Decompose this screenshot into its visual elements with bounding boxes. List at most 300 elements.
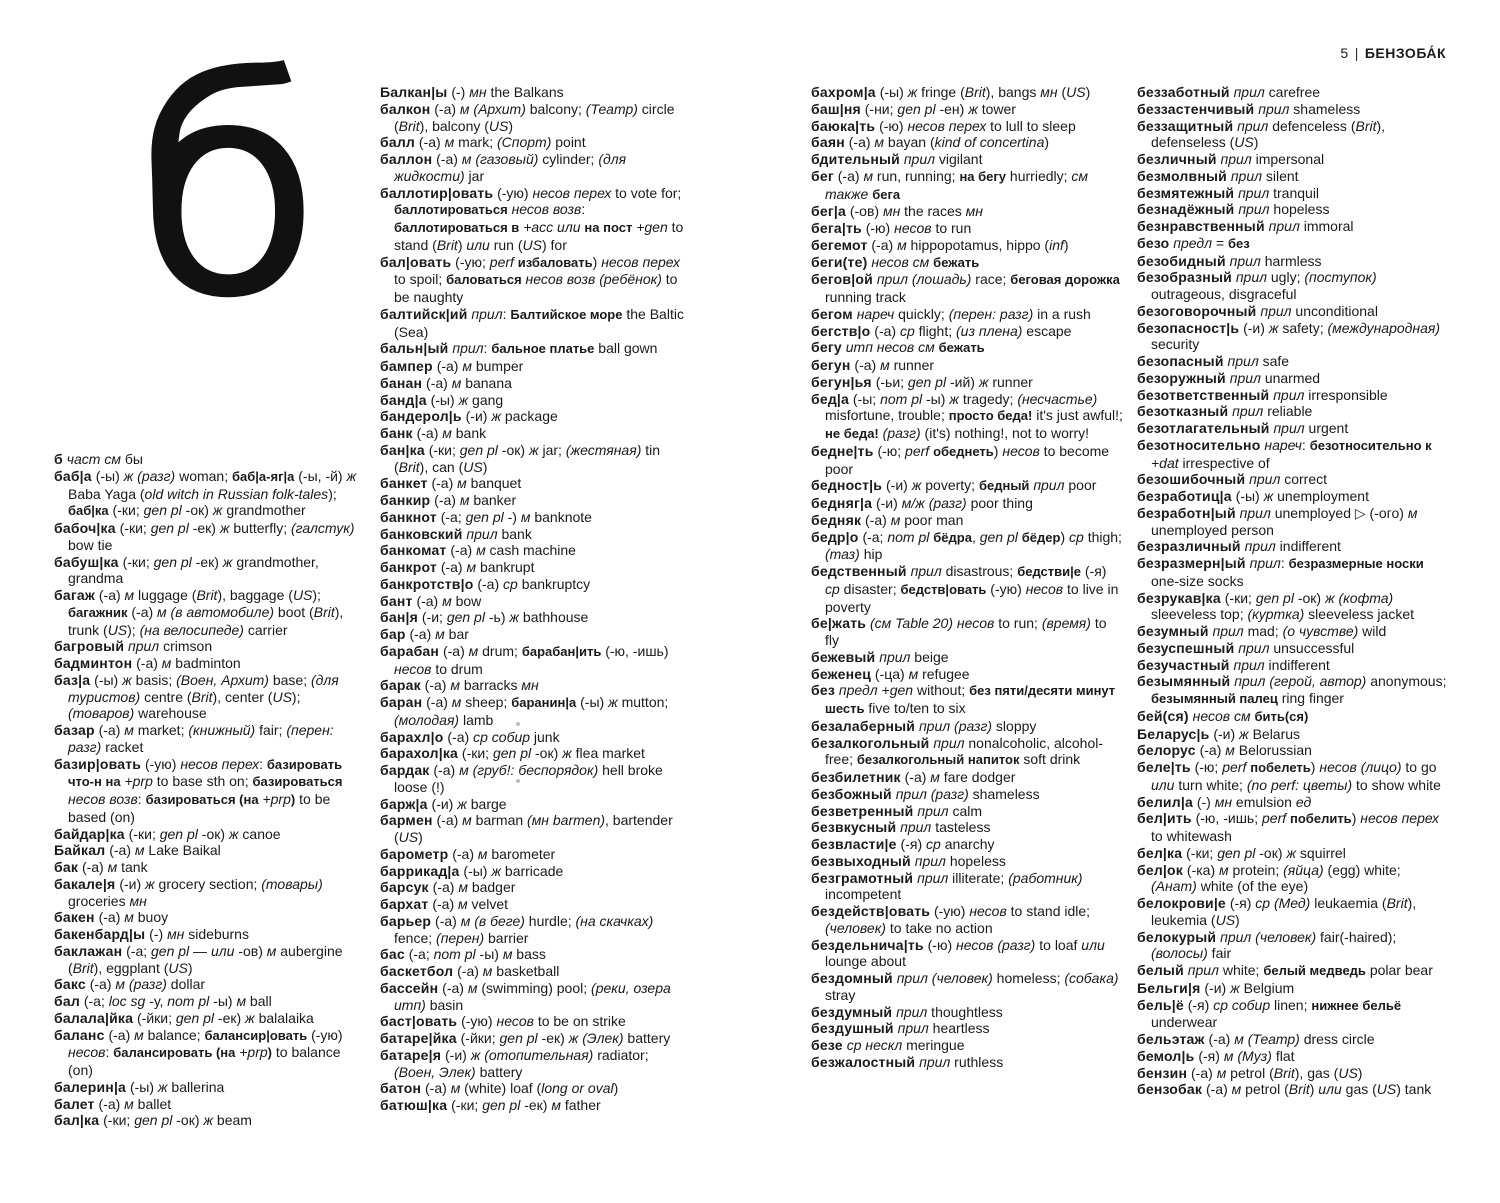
grammar-label: см xyxy=(918,339,935,356)
grammar-label: old witch in Russian folk-tales xyxy=(144,485,329,502)
headword: батаре|я xyxy=(380,1046,442,1063)
headword: бедне|ть xyxy=(811,442,874,459)
grammar-label: (кофта) xyxy=(1338,589,1394,606)
headword: батон xyxy=(380,1080,422,1097)
dictionary-entry xyxy=(380,879,692,896)
grammar-label: (лошадь) xyxy=(911,271,972,288)
entry-definition: прил: Балтийское море the Baltic (Sea) xyxy=(394,305,684,340)
dictionary-entry xyxy=(1137,1065,1449,1082)
dictionary-entry xyxy=(54,859,366,876)
grammar-label: gen pl xyxy=(143,502,182,519)
grammar-label: прил xyxy=(1238,201,1270,218)
dictionary-entry xyxy=(1137,555,1449,590)
headword: беле|ть xyxy=(1137,759,1191,775)
entry-definition: (-а; gen pl -) м banknote xyxy=(440,508,592,525)
entry-definition: (-а) м badminton xyxy=(136,655,241,671)
entry-definition: (-я) ср собир linen; нижнее бельё underwear xyxy=(1151,996,1402,1031)
entry-definition: прил indifferent xyxy=(1233,656,1330,673)
grammar-label: (человек) xyxy=(825,919,886,936)
headword: бадминтон xyxy=(54,655,133,671)
grammar-label: прил xyxy=(896,1003,928,1020)
grammar-label: см также xyxy=(825,167,1089,202)
grammar-label: (в автомобиле) xyxy=(170,603,275,620)
entry-definition: (-а) м mark; (Спорт) point xyxy=(418,134,586,151)
grammar-label: ж xyxy=(1230,979,1240,996)
headword: Бельги|я xyxy=(1137,979,1201,996)
entry-definition: прил mad; (о чувстве) wild xyxy=(1212,623,1387,639)
dictionary-entry xyxy=(1137,387,1449,404)
entry-definition: (-ки; gen pl -ок) ж squirrel xyxy=(1186,844,1346,861)
dictionary-entry xyxy=(811,870,1123,904)
entry-definition: прил (разг) sloppy xyxy=(918,717,1037,734)
grammar-label: перех xyxy=(221,755,260,772)
grammar-label: м xyxy=(124,909,134,926)
grammar-label: (Архит) xyxy=(473,100,526,117)
grammar-label: (яйца) xyxy=(1283,861,1324,878)
dictionary-entry xyxy=(1137,538,1449,555)
bold-phrase: баб|ка xyxy=(68,503,109,519)
grammar-label: см xyxy=(912,253,930,270)
entry-definition: (-а) м (swimming) pool; (реки, озера итп) basin xyxy=(394,979,671,1013)
headword: безалкогольный xyxy=(811,734,930,751)
headword: баш|ня xyxy=(811,100,861,117)
entry-definition: прил (герой, автор) anonymous; безымянный палец ring finger xyxy=(1151,673,1447,706)
dictionary-entry xyxy=(380,812,692,846)
headword: безрукав|ка xyxy=(1137,589,1221,606)
grammar-label: прил xyxy=(903,151,936,167)
headword: бездумный xyxy=(811,1003,893,1020)
entry-definition: прил ruthless xyxy=(919,1053,1004,1070)
bold-phrase: багажник xyxy=(68,604,128,620)
grammar-label: +dat xyxy=(1151,454,1179,471)
dictionary-entry xyxy=(1137,471,1449,488)
headword: банкет xyxy=(380,475,428,492)
entry-definition: прил bank xyxy=(466,525,532,542)
grammar-label: (разг) xyxy=(137,467,176,484)
column-3 xyxy=(811,84,1123,1071)
headword: бензобак xyxy=(1137,1081,1203,1098)
grammar-label: прил xyxy=(1232,403,1264,420)
headword: барабан xyxy=(380,642,440,659)
entry-definition: (-ов) мн the races мн xyxy=(849,203,983,220)
bold-phrase: баловаться xyxy=(446,272,522,288)
headword: безразмерн|ый xyxy=(1137,555,1246,571)
grammar-label: (разг) xyxy=(928,495,967,511)
entry-definition: прил (человек) fair(-haired); (волосы) fair xyxy=(1151,928,1397,962)
dictionary-entry xyxy=(380,185,692,254)
headword: балкон xyxy=(380,100,431,117)
headword: без xyxy=(811,682,835,699)
headword: безжалостный xyxy=(811,1053,916,1070)
grammar-label: перех xyxy=(1401,810,1440,827)
bold-phrase: базироваться (на xyxy=(145,792,259,807)
grammar-label: прил xyxy=(1233,84,1265,100)
entry-definition: (-а) м banquet xyxy=(431,475,522,492)
dictionary-entry xyxy=(380,677,692,694)
entry-definition: (-ую; perf избаловать) несов перех to spoil; баловаться несов возв (ребёнок) to be naughty xyxy=(394,253,680,305)
entry-definition: (-а) м barman (мн barmen), bartender (US) xyxy=(394,812,673,845)
dictionary-entry xyxy=(1137,708,1449,726)
entry-definition: прил crimson xyxy=(128,638,213,655)
headword: бед|а xyxy=(811,390,850,407)
entry-definition: прил heartless xyxy=(897,1020,990,1037)
entry-definition: (-ки; gen pl -ек) м father xyxy=(451,1097,601,1113)
dictionary-entry xyxy=(380,796,692,813)
grammar-label: (для туристов) xyxy=(68,671,339,705)
grammar-label: прил xyxy=(1220,151,1252,167)
headword: бальн|ый xyxy=(380,340,449,357)
dictionary-entry xyxy=(380,609,692,626)
grammar-label: прил xyxy=(1235,269,1267,286)
grammar-label: прил xyxy=(933,734,965,751)
headword: беззаботный xyxy=(1137,84,1230,100)
headword: белокрови|е xyxy=(1137,895,1226,911)
headword: баз|а xyxy=(54,671,91,688)
entry-definition: (-а) м bumper xyxy=(436,358,524,374)
dictionary-entry xyxy=(380,963,692,980)
headword: банкротств|о xyxy=(380,575,474,592)
dictionary-entry xyxy=(380,745,692,762)
grammar-label: прил xyxy=(876,271,908,288)
grammar-label: ср xyxy=(1213,996,1228,1013)
grammar-label: м xyxy=(462,812,472,829)
entry-definition: прил illiterate; (работник) incompetent xyxy=(825,869,1083,903)
bold-phrase: базировать что-н на xyxy=(68,756,343,790)
grammar-label: несов xyxy=(525,271,563,288)
headword: бегств|о xyxy=(811,322,871,339)
headword: бал xyxy=(54,993,80,1009)
grammar-label: gen pl xyxy=(150,520,189,536)
dictionary-entry xyxy=(380,846,692,863)
entry-definition: (-ю) несов перех to lull to sleep xyxy=(879,117,1076,134)
entry-definition: прил tasteless xyxy=(900,819,991,836)
headword: бардак xyxy=(380,762,430,778)
bold-phrase: барабан|ить xyxy=(521,643,602,659)
headword: балл xyxy=(380,134,416,151)
headword: бедняг|а xyxy=(811,495,873,511)
grammar-label: несов xyxy=(496,1013,534,1030)
entry-definition: (-и) ж grocery section; (товары) groceries мн xyxy=(68,875,323,909)
entry-definition: (-а; nom pl -ы) м bass xyxy=(408,946,546,963)
page-number: 5 xyxy=(1340,45,1349,61)
entry-definition: прил thoughtless xyxy=(896,1003,1003,1020)
headword: баскетбол xyxy=(380,963,454,979)
bold-phrase: безотносительно к xyxy=(1309,437,1432,453)
grammar-label: прил xyxy=(1268,218,1300,234)
bold-phrase: побелить xyxy=(1290,811,1352,827)
entry-definition: (-а) м cash machine xyxy=(450,542,576,559)
bold-phrase: беговая дорожка xyxy=(1010,272,1120,288)
headword: безвыходный xyxy=(811,852,911,869)
grammar-label: несов xyxy=(1025,580,1064,597)
headword: баллотир|овать xyxy=(380,184,494,201)
entry-definition: (-а) м (газовый) cylinder; (для жидкости) jar xyxy=(394,151,627,184)
entry-definition: (-а) м (разг) dollar xyxy=(89,976,206,993)
grammar-label: (реки, озера итп) xyxy=(394,979,671,1013)
entry-definition: прил urgent xyxy=(1273,420,1349,436)
dictionary-entry xyxy=(1137,403,1449,420)
grammar-label: (разг) xyxy=(997,936,1036,953)
grammar-label: мн xyxy=(1214,793,1233,810)
grammar-label: м xyxy=(1225,742,1235,759)
dictionary-entry xyxy=(1137,640,1449,657)
headword: бегун|ья xyxy=(811,373,872,390)
grammar-label: ж xyxy=(907,84,918,100)
headword: бан|я xyxy=(380,609,418,626)
grammar-label: ж xyxy=(978,373,989,390)
dictionary-entry xyxy=(54,943,366,977)
grammar-label: +prp xyxy=(262,791,291,807)
dictionary-entry xyxy=(380,576,692,593)
dictionary-entry xyxy=(54,1027,366,1079)
entry-definition xyxy=(1193,708,1309,724)
grammar-label: несов xyxy=(956,615,995,632)
grammar-label: прил xyxy=(917,802,949,819)
grammar-label: см xyxy=(1233,707,1251,724)
dictionary-entry xyxy=(54,993,366,1010)
grammar-label: (волосы) xyxy=(1151,945,1208,962)
grammar-label: прил xyxy=(1237,117,1269,134)
grammar-label: Brit xyxy=(1288,1081,1310,1098)
entry-definition: прил (человек) homeless; (собака) stray xyxy=(825,970,1119,1003)
grammar-label: gen pl xyxy=(897,100,936,117)
dictionary-entry xyxy=(1137,623,1449,640)
grammar-label: несов xyxy=(876,339,915,356)
grammar-label: несов xyxy=(511,201,550,218)
dictionary-entry xyxy=(380,492,692,509)
entry-definition: прил correct xyxy=(1249,471,1328,488)
grammar-label: ср xyxy=(1255,895,1271,911)
headword: безобидный xyxy=(1137,252,1226,269)
grammar-label: или xyxy=(557,219,581,235)
entry-definition: (-ю) несов to run xyxy=(865,220,972,236)
grammar-label: (Анат) xyxy=(1151,878,1197,895)
entry-definition: (-а) м banker xyxy=(434,492,517,508)
entry-definition: (-ю; perf побелеть) несов (лицо) to go или turn white; (no perf: цветы) to show white xyxy=(1151,759,1441,793)
grammar-label: прил xyxy=(918,717,951,734)
headword: баб|а xyxy=(54,467,92,484)
entry-definition: прил immoral xyxy=(1268,218,1354,234)
grammar-label: (товары) xyxy=(261,875,323,892)
grammar-label: м xyxy=(482,963,493,979)
dictionary-entry xyxy=(380,913,692,947)
bold-phrase: нижнее бельё xyxy=(1311,997,1402,1013)
dictionary-entry xyxy=(54,926,366,943)
grammar-label: perf xyxy=(1262,810,1287,827)
entry-definition: (-а) м (Театр) dress circle xyxy=(1208,1031,1375,1047)
headword: бармен xyxy=(380,812,433,829)
entry-definition: (-и) ж safety; (международная) security xyxy=(1151,319,1441,353)
grammar-label: прил xyxy=(1234,673,1266,690)
grammar-label: US xyxy=(488,117,509,134)
grammar-label: прил xyxy=(914,852,946,869)
grammar-label: (на велосипеде) xyxy=(139,621,244,638)
bold-phrase: бежать xyxy=(938,340,985,356)
grammar-label: прил xyxy=(1273,386,1305,403)
headword: бакс xyxy=(54,976,86,993)
entry-definition: прил reliable xyxy=(1232,403,1313,420)
grammar-label: прил xyxy=(879,648,911,665)
headword: безымянный xyxy=(1137,673,1231,690)
grammar-label: US xyxy=(522,236,542,253)
dictionary-entry xyxy=(380,392,692,409)
grammar-label: (собака) xyxy=(1064,970,1119,986)
entry-definition: (-ки; gen pl -ек) ж grandmother, grandma xyxy=(68,553,319,587)
grammar-label: gen pl xyxy=(1255,589,1294,606)
grammar-label: US xyxy=(1338,1064,1358,1081)
entry-definition: прил unarmed xyxy=(1229,369,1321,386)
grammar-label: или xyxy=(466,236,490,253)
headword: бакенбард|ы xyxy=(54,926,146,942)
grammar-label: собир xyxy=(1231,996,1271,1013)
grammar-label: (разг) xyxy=(930,785,969,802)
dictionary-entry xyxy=(811,1004,1123,1021)
dictionary-entry xyxy=(811,786,1123,803)
grammar-label: (Воен, Элек) xyxy=(394,1063,476,1080)
entry-definition: (-ьи; gen pl -ий) ж runner xyxy=(875,373,1033,390)
entry-definition: (-ни; gen pl -ен) ж tower xyxy=(864,100,1016,117)
headword: бак xyxy=(54,859,79,875)
grammar-label: прил xyxy=(1273,420,1305,436)
dictionary-entry xyxy=(811,306,1123,323)
grammar-label: US xyxy=(1234,134,1254,151)
headword: бас xyxy=(380,946,405,963)
grammar-label: м xyxy=(435,626,445,642)
bold-phrase: базироваться xyxy=(252,774,343,790)
dictionary-entry xyxy=(1137,845,1449,862)
headword: базар xyxy=(54,722,95,738)
entry-definition: нареч quickly; (перен: разг) in a rush xyxy=(856,305,1091,322)
grammar-label: (о чувстве) xyxy=(1282,623,1359,639)
grammar-label: perf xyxy=(905,442,930,459)
dictionary-entry xyxy=(380,1013,692,1030)
bold-phrase: баллотироваться в xyxy=(394,220,520,235)
grammar-label: ж xyxy=(1263,488,1274,504)
dictionary-entry xyxy=(811,339,1123,357)
grammar-label: (несчастье) xyxy=(1017,390,1098,407)
entry-definition: (-а) м barometer xyxy=(452,845,556,862)
headword: безотносительно xyxy=(1137,436,1261,453)
dictionary-entry xyxy=(54,909,366,926)
grammar-label: ж xyxy=(568,1030,579,1046)
headword: барьер xyxy=(380,912,432,929)
grammar-label: (Муз) xyxy=(1237,1047,1272,1064)
entry-definition: (-а) м (в беге) hurdle; (на скачках) fence; (перен) barrier xyxy=(394,912,654,946)
entry-definition: прил shameless xyxy=(1258,100,1361,117)
headword: балтийск|ий xyxy=(380,305,468,322)
dictionary-entry xyxy=(1137,673,1449,708)
grammar-label: ж xyxy=(911,477,922,494)
grammar-label: ж xyxy=(491,408,501,425)
headword: бедр|о xyxy=(811,528,859,545)
headword: банан xyxy=(380,374,423,391)
entry-definition: (-а) м (груб!: беспорядок) hell broke loose (!) xyxy=(394,762,663,795)
entry-definition: (-а) ср flight; (из плена) escape xyxy=(874,322,1072,339)
grammar-label: ж xyxy=(457,795,467,812)
grammar-label: м xyxy=(461,151,472,167)
grammar-label: (см Table 20) xyxy=(870,615,954,632)
grammar-label: м xyxy=(124,722,134,738)
dictionary-entry xyxy=(54,554,366,588)
section-letter: б xyxy=(135,15,321,364)
grammar-label: ж xyxy=(122,671,132,688)
dictionary-entry xyxy=(380,306,692,341)
headword: безалаберный xyxy=(811,717,916,734)
headword: безоружный xyxy=(1137,369,1226,386)
entry-definition: (-а) м hippopotamus, hippo (inf) xyxy=(871,236,1069,253)
grammar-label: (книжный) xyxy=(188,722,256,738)
headword: бал|овать xyxy=(380,253,452,270)
grammar-label: несов xyxy=(956,936,994,953)
grammar-label: м xyxy=(107,859,118,875)
bold-phrase: безалкогольный напиток xyxy=(856,752,1020,768)
grammar-label: прил xyxy=(452,340,484,357)
grammar-label: м xyxy=(874,134,885,151)
entry-definition: (-ка) м protein; (яйца) (egg) white; (Анат) white (of the eye) xyxy=(1151,861,1401,895)
headword: батюш|ка xyxy=(380,1097,448,1113)
grammar-label: м xyxy=(124,1095,134,1112)
dictionary-entry xyxy=(380,1080,692,1097)
dictionary-entry xyxy=(811,735,1123,770)
dictionary-entry xyxy=(811,615,1123,649)
dictionary-entry xyxy=(811,391,1123,443)
dictionary-entry xyxy=(1137,118,1449,152)
grammar-label: (разг) xyxy=(882,425,921,441)
grammar-label: gen pl xyxy=(446,609,485,626)
entry-definition: (-ю, -ишь; perf побелить) несов перех to whitewash xyxy=(1151,810,1440,844)
grammar-label: ж xyxy=(608,694,618,710)
grammar-label: несов xyxy=(1319,759,1357,775)
grammar-label: м xyxy=(1216,1064,1227,1081)
bold-phrase: безымянный палец xyxy=(1151,691,1278,706)
grammar-label: (международная) xyxy=(1327,319,1441,336)
grammar-label: gen pl xyxy=(175,1009,215,1026)
grammar-label: (время) xyxy=(1041,615,1091,632)
grammar-label: US xyxy=(1376,1081,1397,1098)
entry-definition: (-а) м bar xyxy=(409,626,469,642)
dictionary-entry xyxy=(811,134,1123,151)
headword: бега|ть xyxy=(811,220,862,236)
dictionary-entry xyxy=(811,512,1123,529)
dictionary-entry xyxy=(1137,218,1449,235)
grammar-label: ж xyxy=(219,520,230,536)
grammar-label: прил xyxy=(1229,369,1261,386)
headword: беззастенчивый xyxy=(1137,100,1255,117)
headword: банковский xyxy=(380,525,463,542)
entry-definition: прил silent xyxy=(1230,167,1299,184)
headword: беги(те) xyxy=(811,253,868,270)
grammar-label: нареч xyxy=(1264,436,1302,453)
grammar-label: Brit xyxy=(1273,1064,1295,1081)
grammar-label: прил xyxy=(896,970,928,986)
dictionary-entry xyxy=(811,563,1123,615)
grammar-label: несов xyxy=(68,791,106,807)
dictionary-entry xyxy=(380,559,692,576)
entry-definition: (-ки; gen pl -ок) ж (кофта) sleeveless top; (куртка) sleeveless jacket xyxy=(1151,589,1414,623)
grammar-label: нескл xyxy=(865,1037,903,1053)
entry-definition: прил impersonal xyxy=(1220,151,1325,167)
grammar-label: м xyxy=(459,762,469,778)
grammar-label: перех xyxy=(573,184,612,201)
grammar-label: (ребёнок) xyxy=(599,271,662,288)
dictionary-entry xyxy=(380,526,692,543)
grammar-label: gen pl xyxy=(482,1097,521,1113)
grammar-label: inf xyxy=(1049,236,1064,253)
entry-definition: (-и) ж poverty; бедный прил poor xyxy=(886,477,1097,494)
grammar-label: прил xyxy=(1238,184,1270,201)
dictionary-entry xyxy=(380,980,692,1014)
grammar-label: прил xyxy=(1220,928,1252,945)
